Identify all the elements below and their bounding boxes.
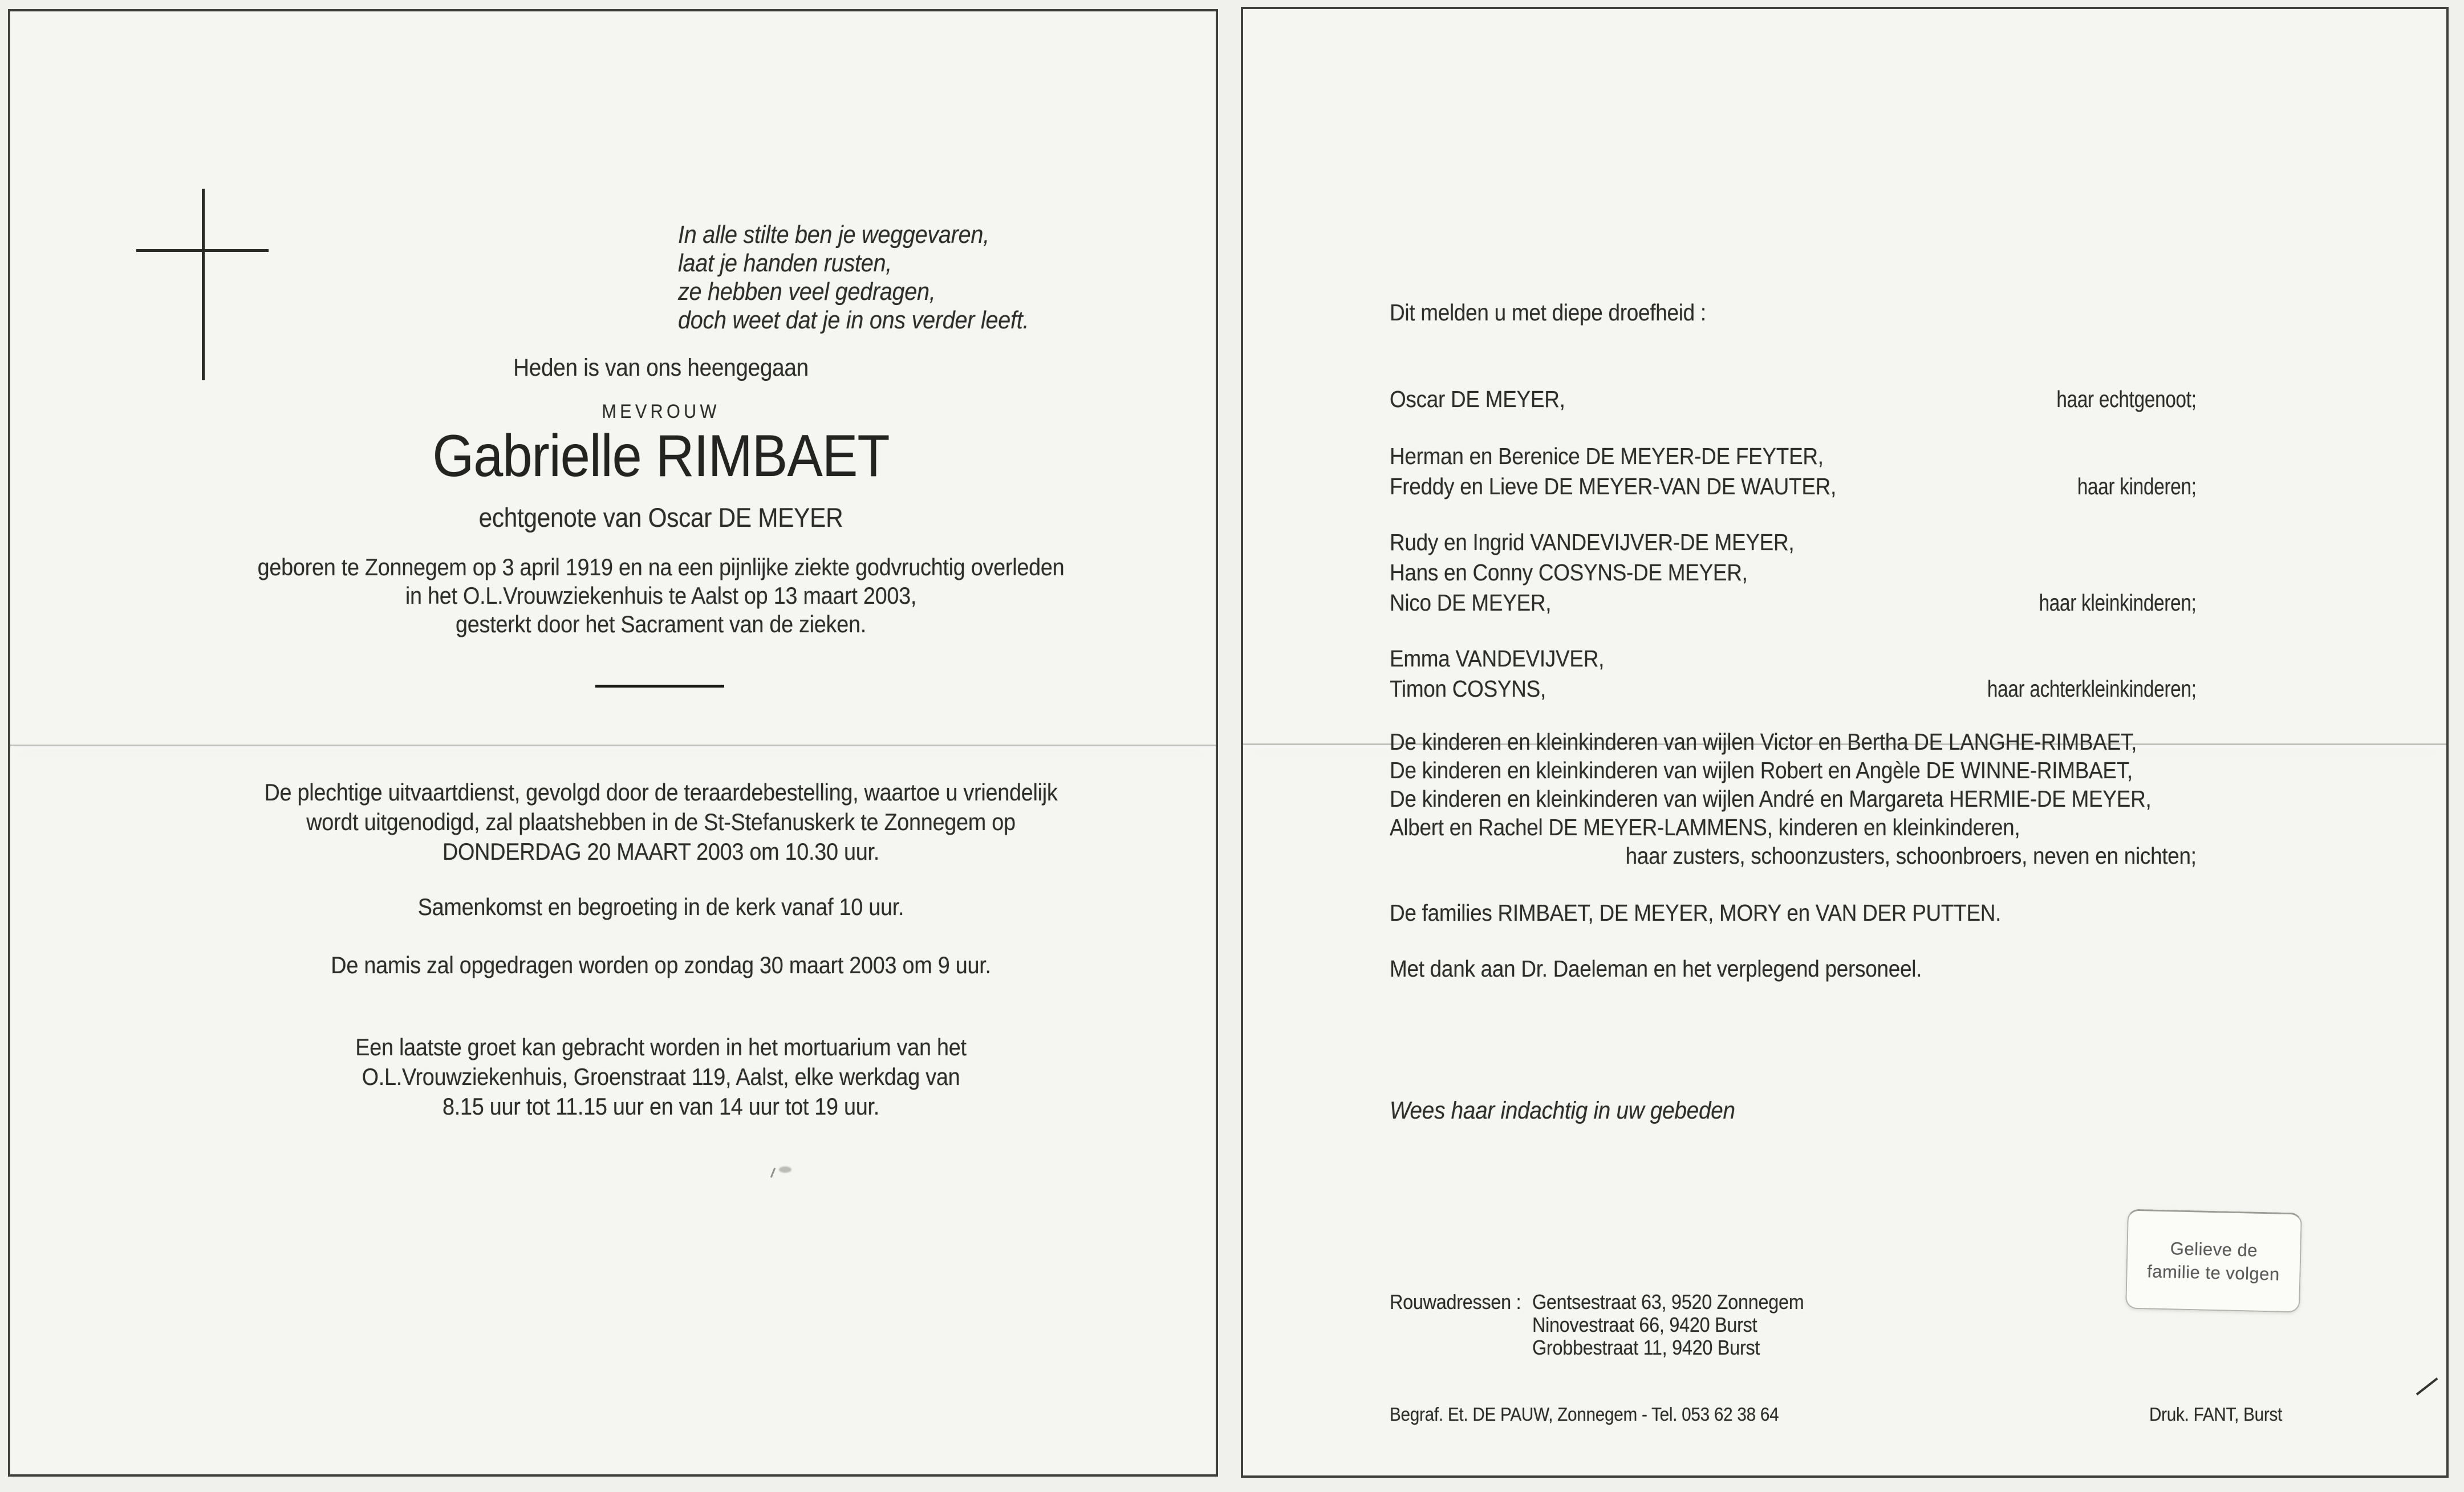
mourning-addresses-label: Rouwadressen : — [1390, 1290, 1521, 1314]
extended-family-line: Albert en Rachel DE MEYER-LAMMENS, kinderen en kleinkinderen, — [1390, 814, 2020, 840]
cross-horizontal-bar — [136, 249, 269, 252]
relation-label: haar achterkleinkinderen; — [1987, 676, 2197, 702]
life-line: in het O.L.Vrouwziekenhuis te Aalst op 13 maart 2003, — [405, 582, 917, 609]
extended-family-line: De kinderen en kleinkinderen van wijlen Robert en Angèle DE WINNE-RIMBAET, — [1390, 757, 2133, 783]
pen-stroke-mark — [2416, 1377, 2438, 1395]
funeral-procession-sticker — [2125, 1209, 2302, 1313]
spouse-line: echtgenote van Oscar DE MEYER — [478, 502, 843, 532]
announcement-line: Dit melden u met diepe droefheid : — [1390, 299, 1706, 326]
printer-line: Druk. FANT, Burst — [2149, 1404, 2283, 1425]
relation-label: haar kinderen; — [2077, 473, 2197, 499]
service-line: De plechtige uitvaartdienst, gevolgd door de teraardebestelling, waartoe u vriendelijk — [264, 779, 1058, 806]
relation-label: haar kleinkinderen; — [2039, 590, 2197, 616]
family-group-spouse — [1390, 384, 2197, 414]
mourning-addresses-list — [1532, 1291, 1804, 1359]
sticker-line: Gelieve de — [2170, 1238, 2258, 1261]
family-name: Emma VANDEVIJVER, — [1390, 645, 1605, 672]
relation-label: haar zusters, schoonzusters, schoonbroers, neven en nichten; — [1625, 843, 2197, 869]
mortuary-line: Een laatste groet kan gebracht worden in het mortuarium van het — [355, 1034, 967, 1060]
extended-family-line: De kinderen en kleinkinderen van wijlen André en Margareta HERMIE-DE MEYER, — [1390, 786, 2152, 812]
cross-vertical-bar — [202, 189, 205, 380]
family-group-grandchildren — [1390, 527, 2197, 618]
family-name: Freddy en Lieve DE MEYER-VAN DE WAUTER, — [1390, 473, 1837, 499]
family-name: Herman en Berenice DE MEYER-DE FEYTER, — [1390, 443, 1824, 469]
extended-family-block — [1390, 727, 2197, 870]
life-line: geboren te Zonnegem op 3 april 1919 en na een pijnlijke ziekte godvruchtig overleden — [257, 554, 1065, 580]
deceased-name: Gabrielle RIMBAET — [432, 423, 890, 489]
family-group-children — [1390, 441, 2197, 502]
pencil-smudge — [779, 1166, 791, 1173]
memorial-poem — [678, 221, 1029, 335]
mortuary-line: 8.15 uur tot 11.15 uur en van 14 uur tot 19 uur. — [442, 1093, 880, 1120]
section-divider — [595, 685, 724, 688]
service-line: wordt uitgenodigd, zal plaatshebben in de St-Stefanuskerk te Zonnegem op — [306, 808, 1016, 835]
pencil-tick-mark — [770, 1168, 776, 1178]
family-name: Nico DE MEYER, — [1390, 590, 1552, 616]
left-page — [8, 9, 1218, 1477]
life-paragraph — [116, 553, 1205, 639]
right-page — [1241, 7, 2449, 1478]
intro-line: Heden is van ons heengegaan — [513, 354, 809, 381]
mourning-address: Gentsestraat 63, 9520 Zonnegem — [1532, 1290, 1804, 1314]
honorific: MEVROUW — [602, 401, 720, 422]
family-name: Oscar DE MEYER, — [1390, 386, 1565, 412]
family-name: Hans en Conny COSYNS-DE MEYER, — [1390, 559, 1748, 586]
poem-line: doch weet dat je in ons verder leeft. — [678, 306, 1029, 334]
prayer-line: Wees haar indachtig in uw gebeden — [1390, 1097, 1735, 1124]
undertaker-line: Begraf. Et. DE PAUW, Zonnegem - Tel. 053 62 38 64 — [1390, 1404, 1779, 1425]
mortuary-paragraph — [116, 1032, 1205, 1121]
life-line: gesterkt door het Sacrament van de zieken. — [456, 611, 866, 637]
service-paragraph — [116, 778, 1205, 867]
thanks-line: Met dank aan Dr. Daeleman en het verplegend personeel. — [1390, 956, 1922, 982]
mass-line: De namis zal opgedragen worden op zondag 30 maart 2003 om 9 uur. — [331, 952, 991, 978]
poem-line: In alle stilte ben je weggevaren, — [678, 221, 989, 249]
relation-label: haar echtgenoot; — [2056, 386, 2197, 412]
service-line: DONDERDAG 20 MAART 2003 om 10.30 uur. — [443, 838, 879, 865]
fold-crease — [10, 745, 1216, 746]
extended-family-line: De kinderen en kleinkinderen van wijlen Victor en Bertha DE LANGHE-RIMBAET, — [1390, 729, 2137, 755]
poem-line: ze hebben veel gedragen, — [678, 278, 936, 306]
family-name: Timon COSYNS, — [1390, 676, 1546, 702]
families-line: De families RIMBAET, DE MEYER, MORY en VAN DER PUTTEN. — [1390, 900, 2002, 926]
mourning-address: Ninovestraat 66, 9420 Burst — [1532, 1313, 1757, 1336]
family-name: Rudy en Ingrid VANDEVIJVER-DE MEYER, — [1390, 529, 1795, 555]
mourning-address: Grobbestraat 11, 9420 Burst — [1532, 1336, 1760, 1359]
family-group-great-grandchildren — [1390, 644, 2197, 704]
sticker-line: familie te volgen — [2146, 1261, 2280, 1284]
mortuary-line: O.L.Vrouwziekenhuis, Groenstraat 119, Aalst, elke werkdag van — [362, 1063, 960, 1090]
gathering-line: Samenkomst en begroeting in de kerk vanaf 10 uur. — [417, 893, 904, 920]
poem-line: laat je handen rusten, — [678, 249, 892, 277]
